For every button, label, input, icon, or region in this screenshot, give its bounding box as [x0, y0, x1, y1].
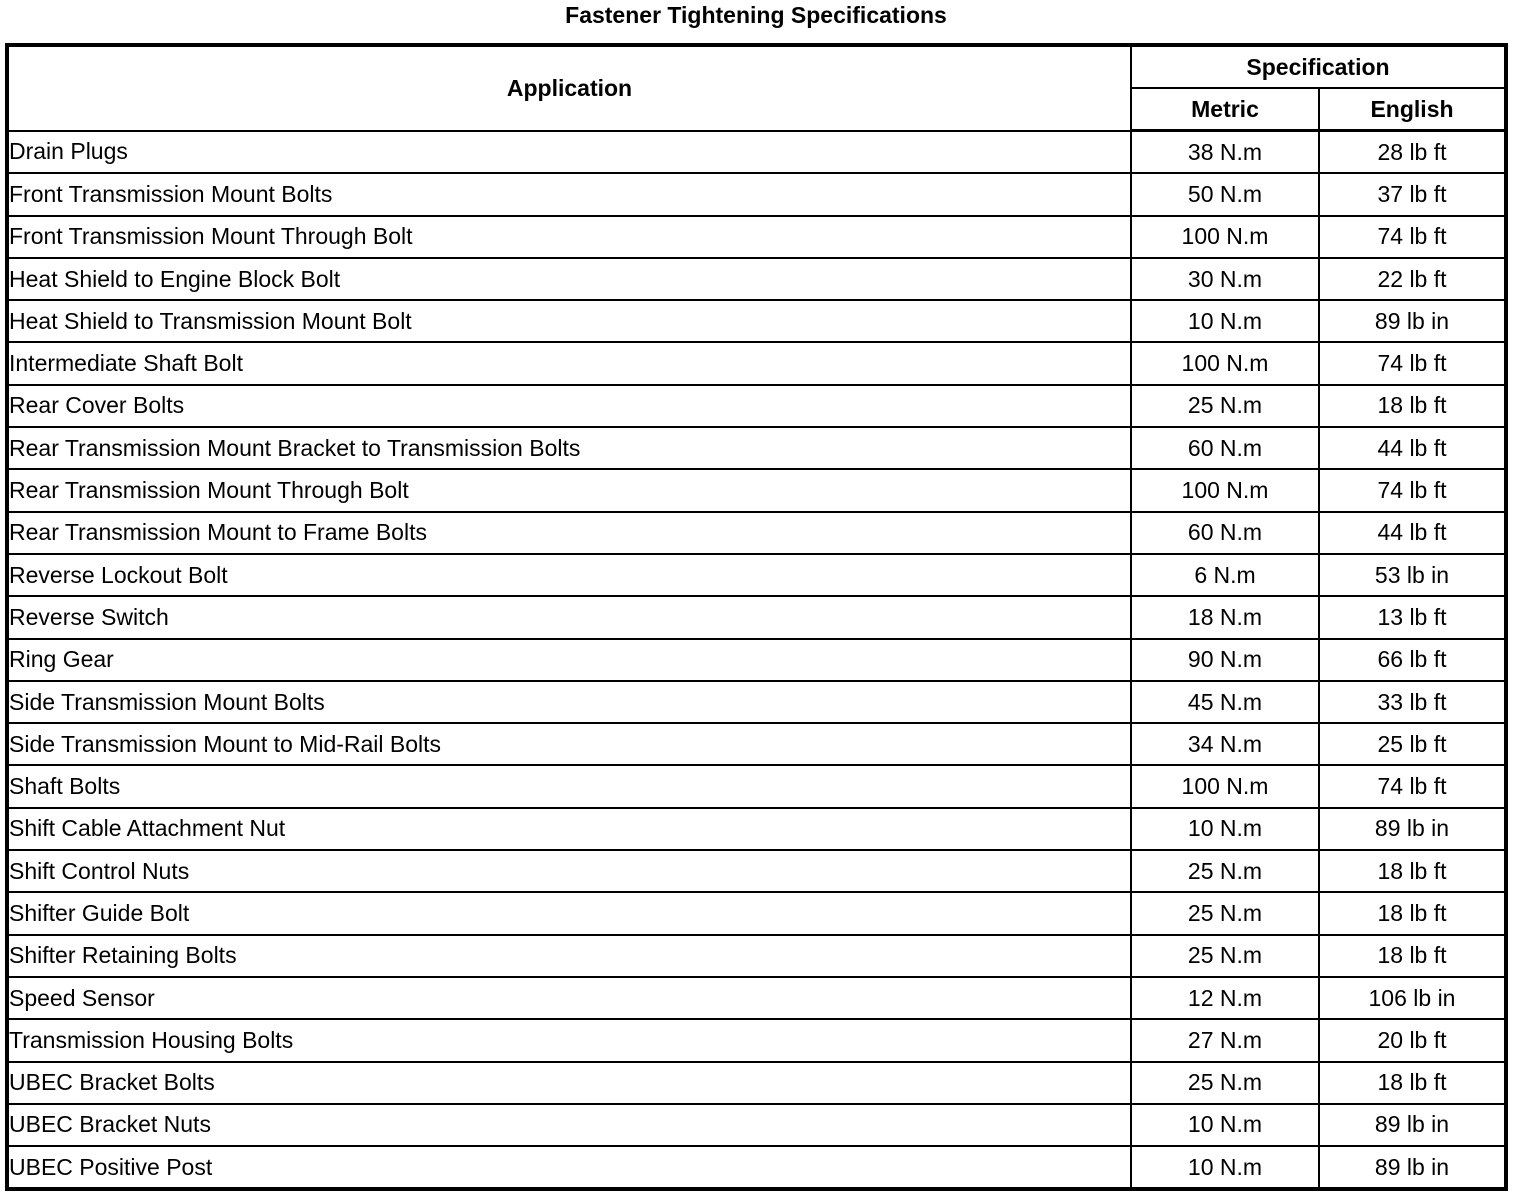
cell-english: 106 lb in [1319, 977, 1506, 1019]
cell-english: 53 lb in [1319, 554, 1506, 596]
page-title: Fastener Tightening Specifications [565, 2, 947, 28]
cell-english: 13 lb ft [1319, 596, 1506, 638]
table-row [7, 892, 1506, 934]
table-row [7, 469, 1506, 511]
cell-english: 20 lb ft [1319, 1019, 1506, 1061]
cell-metric: 60 N.m [1131, 427, 1319, 469]
cell-application: Speed Sensor [7, 977, 1131, 1019]
table-row [7, 1104, 1506, 1146]
header-application: Application [7, 45, 1131, 131]
table-row [7, 1062, 1506, 1104]
cell-metric: 25 N.m [1131, 892, 1319, 934]
cell-metric: 100 N.m [1131, 342, 1319, 384]
cell-english: 89 lb in [1319, 808, 1506, 850]
table-header [7, 45, 1506, 131]
cell-metric: 10 N.m [1131, 1104, 1319, 1146]
cell-application: Shifter Guide Bolt [7, 892, 1131, 934]
cell-application: Heat Shield to Engine Block Bolt [7, 258, 1131, 300]
table-row [7, 512, 1506, 554]
cell-metric: 34 N.m [1131, 723, 1319, 765]
cell-english: 18 lb ft [1319, 1062, 1506, 1104]
cell-metric: 90 N.m [1131, 639, 1319, 681]
cell-application: Front Transmission Mount Through Bolt [7, 216, 1131, 258]
table-row [7, 216, 1506, 258]
cell-application: Intermediate Shaft Bolt [7, 342, 1131, 384]
table-row [7, 427, 1506, 469]
header-english: English [1319, 88, 1506, 131]
cell-application: Reverse Switch [7, 596, 1131, 638]
table-row [7, 258, 1506, 300]
header-row-group [7, 45, 1506, 88]
table-row [7, 639, 1506, 681]
cell-english: 25 lb ft [1319, 723, 1506, 765]
table-row [7, 173, 1506, 215]
cell-english: 18 lb ft [1319, 892, 1506, 934]
cell-metric: 10 N.m [1131, 808, 1319, 850]
table-row [7, 300, 1506, 342]
cell-metric: 100 N.m [1131, 765, 1319, 807]
cell-english: 28 lb ft [1319, 131, 1506, 174]
table-row [7, 596, 1506, 638]
cell-english: 18 lb ft [1319, 385, 1506, 427]
cell-metric: 25 N.m [1131, 935, 1319, 977]
cell-english: 18 lb ft [1319, 935, 1506, 977]
table-row [7, 342, 1506, 384]
cell-metric: 100 N.m [1131, 469, 1319, 511]
cell-application: Transmission Housing Bolts [7, 1019, 1131, 1061]
table-row [7, 681, 1506, 723]
cell-metric: 25 N.m [1131, 385, 1319, 427]
cell-application: Shifter Retaining Bolts [7, 935, 1131, 977]
cell-english: 44 lb ft [1319, 512, 1506, 554]
cell-application: Rear Transmission Mount Through Bolt [7, 469, 1131, 511]
table-row [7, 385, 1506, 427]
cell-application: Rear Transmission Mount to Frame Bolts [7, 512, 1131, 554]
cell-application: Drain Plugs [7, 131, 1131, 174]
cell-english: 44 lb ft [1319, 427, 1506, 469]
cell-english: 89 lb in [1319, 1104, 1506, 1146]
cell-metric: 25 N.m [1131, 850, 1319, 892]
cell-english: 89 lb in [1319, 1146, 1506, 1189]
cell-application: UBEC Bracket Bolts [7, 1062, 1131, 1104]
table-row [7, 850, 1506, 892]
cell-application: Reverse Lockout Bolt [7, 554, 1131, 596]
table-row [7, 554, 1506, 596]
cell-english: 66 lb ft [1319, 639, 1506, 681]
cell-metric: 27 N.m [1131, 1019, 1319, 1061]
cell-metric: 45 N.m [1131, 681, 1319, 723]
cell-metric: 6 N.m [1131, 554, 1319, 596]
cell-application: Front Transmission Mount Bolts [7, 173, 1131, 215]
cell-application: Side Transmission Mount Bolts [7, 681, 1131, 723]
table-body [7, 131, 1506, 1190]
table-row [7, 808, 1506, 850]
table-row [7, 765, 1506, 807]
cell-metric: 30 N.m [1131, 258, 1319, 300]
cell-application: Rear Cover Bolts [7, 385, 1131, 427]
cell-english: 37 lb ft [1319, 173, 1506, 215]
fastener-spec-table [5, 43, 1508, 1191]
cell-english: 74 lb ft [1319, 765, 1506, 807]
header-metric: Metric [1131, 88, 1319, 131]
cell-english: 18 lb ft [1319, 850, 1506, 892]
table-row [7, 131, 1506, 174]
cell-english: 74 lb ft [1319, 216, 1506, 258]
table-row [7, 723, 1506, 765]
cell-metric: 38 N.m [1131, 131, 1319, 174]
cell-metric: 50 N.m [1131, 173, 1319, 215]
cell-metric: 12 N.m [1131, 977, 1319, 1019]
table-row [7, 1019, 1506, 1061]
cell-english: 74 lb ft [1319, 342, 1506, 384]
cell-application: Heat Shield to Transmission Mount Bolt [7, 300, 1131, 342]
table-row [7, 935, 1506, 977]
cell-application: Side Transmission Mount to Mid-Rail Bolts [7, 723, 1131, 765]
cell-english: 33 lb ft [1319, 681, 1506, 723]
cell-english: 89 lb in [1319, 300, 1506, 342]
cell-metric: 10 N.m [1131, 1146, 1319, 1189]
cell-application: Ring Gear [7, 639, 1131, 681]
cell-metric: 18 N.m [1131, 596, 1319, 638]
cell-metric: 100 N.m [1131, 216, 1319, 258]
table-row [7, 977, 1506, 1019]
cell-metric: 10 N.m [1131, 300, 1319, 342]
cell-application: Shift Control Nuts [7, 850, 1131, 892]
cell-application: Shift Cable Attachment Nut [7, 808, 1131, 850]
header-specification: Specification [1131, 45, 1506, 88]
cell-application: UBEC Bracket Nuts [7, 1104, 1131, 1146]
cell-application: UBEC Positive Post [7, 1146, 1131, 1189]
cell-application: Rear Transmission Mount Bracket to Transmission Bolts [7, 427, 1131, 469]
cell-english: 22 lb ft [1319, 258, 1506, 300]
cell-metric: 60 N.m [1131, 512, 1319, 554]
cell-metric: 25 N.m [1131, 1062, 1319, 1104]
table-row [7, 1146, 1506, 1189]
cell-english: 74 lb ft [1319, 469, 1506, 511]
cell-application: Shaft Bolts [7, 765, 1131, 807]
